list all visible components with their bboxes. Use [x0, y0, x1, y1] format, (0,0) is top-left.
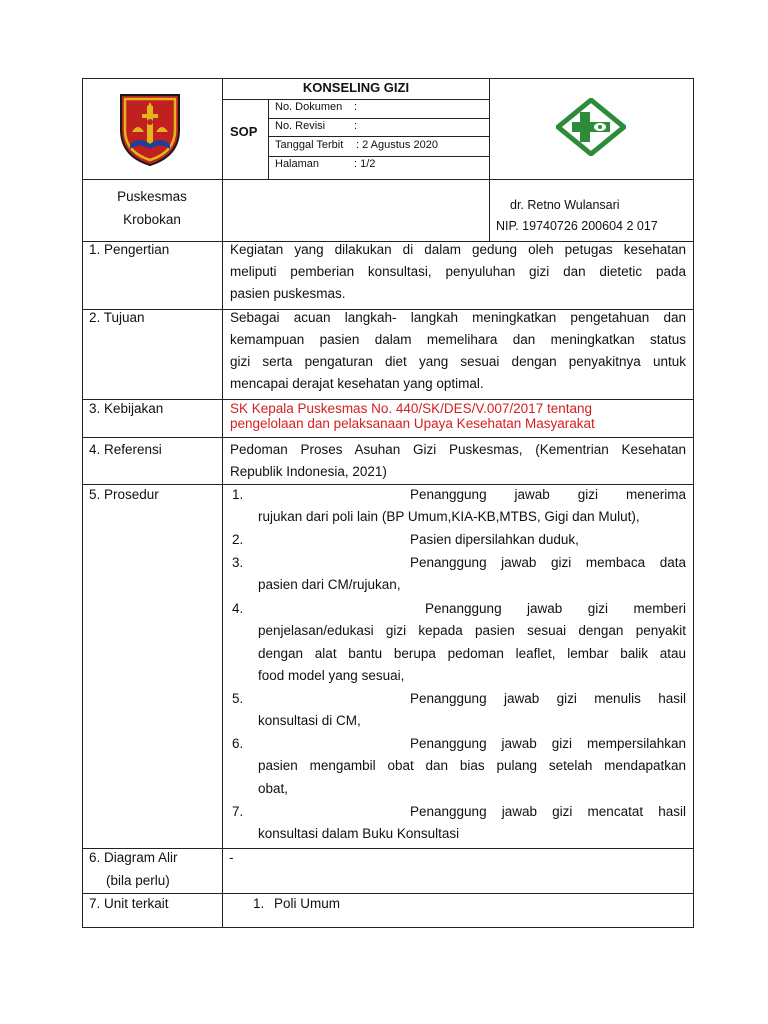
unit-value: Poli Umum [274, 896, 341, 911]
step-number: 1. [232, 487, 244, 502]
step-text: Penanggung jawab gizi menerima [410, 487, 686, 502]
step-text: Penanggung jawab gizi menulis hasil [410, 691, 686, 706]
pengertian-line: meliputi pemberian konsultasi, penyuluhan gizi dan dietetic pada [230, 264, 686, 279]
issue-date-label: Tanggal Terbit [275, 139, 344, 151]
section-label-tujuan: 2. Tujuan [89, 310, 145, 325]
step-text: Penanggung jawab gizi mencatat hasil [410, 804, 686, 819]
pengertian-line: Kegiatan yang dilakukan di dalam gedung oleh petugas kesehatan [230, 242, 686, 257]
tujuan-line: Sebagai acuan langkah- langkah meningkatkan pengetahuan dan [230, 310, 686, 325]
step-number: 6. [232, 736, 244, 751]
step-text: pasien mengambil obat dan bias pulang setelah mendapatkan [258, 758, 686, 773]
step-number: 3. [232, 555, 244, 570]
kebijakan-line: pengelolaan dan pelaksanaan Upaya Kesehatan Masyarakat [230, 416, 595, 431]
doc-number-label: No. Dokumen [275, 101, 343, 113]
signer-nip: NIP. 19740726 200604 2 017 [496, 219, 658, 233]
tujuan-line: kemampuan pasien dalam memelihara dan meningkatkan status [230, 332, 686, 347]
diagram-value: - [229, 850, 234, 865]
step-text: pasien dari CM/rujukan, [258, 577, 401, 592]
section-label-unit: 7. Unit terkait [89, 896, 169, 911]
step-text: rujukan dari poli lain (BP Umum,KIA-KB,MTBS, Gigi dan Mulut), [258, 509, 640, 524]
section-label-diagram: 6. Diagram Alir [89, 850, 178, 865]
kebijakan-line: SK Kepala Puskesmas No. 440/SK/DES/V.007/2017 tentang [230, 401, 592, 416]
step-text: penjelasan/edukasi gizi kepada pasien sesuai dengan penyakit [258, 623, 686, 638]
page-label: Halaman [275, 158, 320, 170]
step-number: 4. [232, 601, 244, 616]
step-text: food model yang sesuai, [258, 668, 405, 683]
step-number: 5. [232, 691, 244, 706]
step-text: obat, [258, 781, 289, 796]
step-text: konsultasi di CM, [258, 713, 361, 728]
step-text: dengan alat bantu berupa pedoman leaflet, lembar balik atau [258, 646, 686, 661]
section-label-prosedur: 5. Prosedur [89, 487, 159, 502]
step-number: 7. [232, 804, 244, 819]
page-value: : 1/2 [354, 158, 376, 170]
step-text: Penanggung jawab gizi mempersilahkan [410, 736, 686, 751]
issue-date-value: : 2 Agustus 2020 [356, 139, 438, 151]
sop-label: SOP [230, 124, 258, 139]
doc-number-value: : [354, 101, 358, 113]
step-text: Penanggung jawab gizi memberi [425, 601, 686, 616]
section-label-kebijakan: 3. Kebijakan [89, 401, 164, 416]
signer-name: dr. Retno Wulansari [510, 198, 620, 212]
section-label-diagram-note: (bila perlu) [106, 873, 170, 888]
org-name-line2: Krobokan [123, 212, 181, 227]
unit-number: 1. [253, 896, 265, 911]
step-text: Pasien dipersilahkan duduk, [410, 532, 579, 547]
city-emblem-logo [118, 92, 182, 167]
puskesmas-logo [556, 98, 626, 156]
pengertian-line: pasien puskesmas. [230, 286, 346, 301]
step-text: konsultasi dalam Buku Konsultasi [258, 826, 460, 841]
revision-value: : [354, 120, 358, 132]
step-text: Penanggung jawab gizi membaca data [410, 555, 686, 570]
section-label-pengertian: 1. Pengertian [89, 242, 170, 257]
referensi-line: Pedoman Proses Asuhan Gizi Puskesmas, (Kementrian Kesehatan [230, 442, 686, 457]
section-label-referensi: 4. Referensi [89, 442, 162, 457]
revision-label: No. Revisi [275, 120, 326, 132]
referensi-line: Republik Indonesia, 2021) [230, 464, 387, 479]
tujuan-line: gizi serta pengaturan diet yang sesuai dengan penyakitnya untuk [230, 354, 686, 369]
document-title: KONSELING GIZI [302, 80, 410, 95]
step-number: 2. [232, 532, 244, 547]
org-name-line1: Puskesmas [117, 189, 187, 204]
tujuan-line: mencapai derajat kesehatan yang optimal. [230, 376, 484, 391]
